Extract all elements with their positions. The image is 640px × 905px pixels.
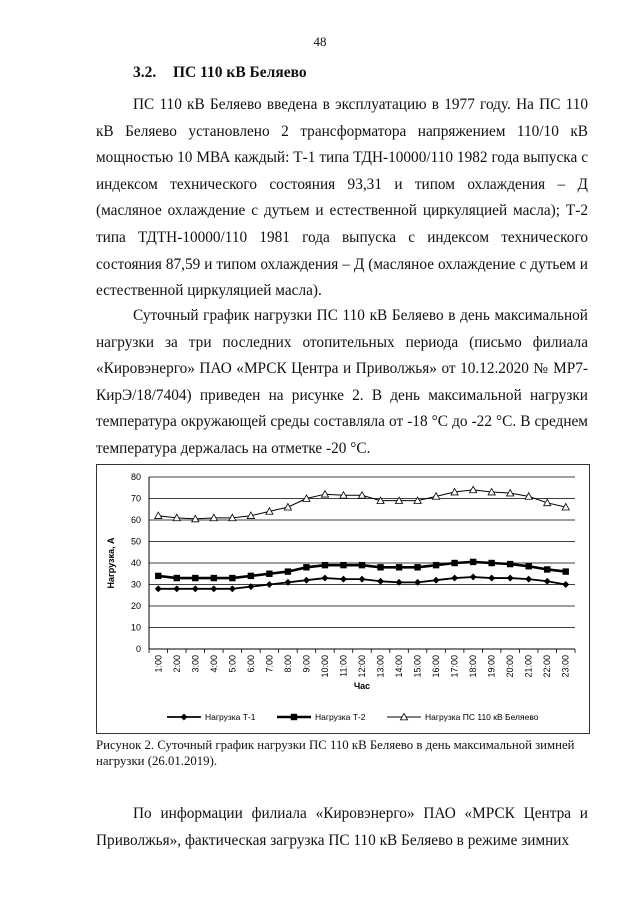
x-tick-label: 3:00 (190, 655, 201, 673)
data-point-t1 (192, 586, 198, 592)
x-tick-label: 18:00 (468, 655, 479, 678)
x-tick-label: 1:00 (153, 655, 164, 673)
figure-caption: Рисунок 2. Суточный график нагрузки ПС 110 кВ Беляево в день максимальной зимней нагрузки (26.01.2019). (96, 738, 575, 768)
data-point-t1 (563, 581, 569, 587)
data-point-t1 (507, 575, 513, 581)
data-point-t1 (451, 575, 457, 581)
data-point-t2 (507, 561, 513, 567)
section-title: ПС 110 кВ Беляево (173, 64, 307, 81)
x-tick-label: 10:00 (319, 655, 330, 678)
y-axis-title: Нагрузка, А (106, 537, 116, 589)
data-point-total (470, 486, 477, 492)
x-tick-label: 8:00 (282, 655, 293, 673)
data-point-t1 (211, 586, 217, 592)
data-point-t1 (470, 574, 476, 580)
data-point-t2 (470, 559, 476, 565)
x-tick-label: 19:00 (486, 655, 497, 678)
load-chart-svg (97, 465, 591, 735)
data-point-t1 (322, 575, 328, 581)
legend-item-t1-label: Нагрузка Т-1 (205, 712, 256, 722)
page-number: 48 (313, 34, 327, 49)
data-point-t2 (266, 571, 272, 577)
x-tick-label: 9:00 (301, 655, 312, 673)
data-point-t1 (229, 586, 235, 592)
data-point-t1 (433, 577, 439, 583)
x-tick-label: 6:00 (245, 655, 256, 673)
data-point-t2 (451, 560, 457, 566)
data-point-t2 (285, 568, 291, 574)
data-point-t2 (359, 562, 365, 568)
y-tick-label: 10 (130, 622, 141, 633)
section-heading (133, 64, 307, 82)
x-tick-label: 7:00 (264, 655, 275, 673)
data-point-t1 (377, 578, 383, 584)
y-tick-label: 60 (130, 515, 141, 525)
section-number: 3.2. (133, 64, 157, 81)
y-tick-label: 80 (130, 472, 141, 482)
data-point-t2 (229, 575, 235, 581)
data-point-t2 (192, 575, 198, 581)
data-point-t2 (433, 562, 439, 568)
data-point-t1 (525, 576, 531, 582)
data-point-t1 (488, 575, 494, 581)
data-point-t2 (488, 560, 494, 566)
data-point-t2 (322, 562, 328, 568)
data-point-t1 (340, 576, 346, 582)
data-point-t1 (544, 578, 550, 584)
data-point-t1 (155, 586, 161, 592)
x-tick-label: 11:00 (338, 655, 349, 677)
paragraph-actual-load: По информации филиала «Кировэнерго» ПАО «МРСК Центра и Приволжья», фактическая загрузка ПС 110 кВ Беляево в режиме зимних (96, 805, 588, 849)
data-point-t1 (303, 577, 309, 583)
y-tick-label: 70 (130, 493, 141, 504)
x-axis-title: Час (353, 681, 371, 691)
data-point-t2 (155, 573, 161, 579)
data-point-t1 (359, 576, 365, 582)
x-tick-label: 2:00 (171, 655, 182, 673)
y-tick-label: 40 (130, 558, 141, 568)
data-point-t2 (414, 564, 420, 570)
x-tick-label: 22:00 (542, 655, 553, 678)
legend-item-total-label: Нагрузка ПС 110 кВ Беляево (425, 712, 539, 722)
data-point-total (321, 491, 328, 497)
data-point-t2 (174, 575, 180, 581)
data-point-t2 (340, 562, 346, 568)
x-tick-label: 23:00 (560, 655, 571, 678)
x-tick-label: 5:00 (227, 655, 238, 673)
data-point-t2 (377, 564, 383, 570)
y-tick-label: 20 (130, 601, 141, 611)
data-point-t2 (303, 564, 309, 570)
data-point-t2 (396, 564, 402, 570)
paragraph-transformers: ПС 110 кВ Беляево введена в эксплуатацию в 1977 году. На ПС 110 кВ Беляево установлено 2 трансформатора напряжением 110/10 кВ мощностью 10 МВА каждый: Т-1 типа ТДН-10000/110 1982 года выпуска с индексом технического состояния 93,31 и типом охлаждения – Д (масляное охлаждение с дутьем и естественной циркуляцией масла); Т-2 типа ТДТН-10000/110 1981 года выпуска с индексом технического состояния 87,59 и типом охлаждения – Д (масляное охлаждение с дутьем и естественной циркуляцией масла). (96, 96, 588, 300)
legend-item-t2-label: Нагрузка Т-2 (315, 712, 366, 722)
x-tick-label: 17:00 (449, 655, 460, 678)
data-point-t2 (211, 575, 217, 581)
x-tick-label: 14:00 (394, 655, 405, 678)
x-tick-label: 12:00 (357, 655, 367, 678)
y-tick-label: 50 (130, 536, 141, 547)
x-tick-label: 20:00 (505, 655, 516, 678)
data-point-t2 (248, 573, 254, 579)
x-tick-label: 16:00 (431, 655, 442, 678)
x-tick-label: 4:00 (208, 655, 219, 673)
data-point-t2 (544, 566, 550, 572)
x-tick-label: 15:00 (412, 655, 423, 678)
data-point-t1 (174, 586, 180, 592)
y-tick-label: 30 (130, 579, 141, 590)
x-tick-label: 13:00 (375, 655, 386, 678)
x-tick-label: 21:00 (523, 655, 534, 678)
data-point-t2 (563, 568, 569, 574)
data-point-total (284, 504, 291, 510)
data-point-t1 (266, 581, 272, 587)
load-chart (96, 464, 590, 734)
data-point-t1 (181, 714, 187, 720)
y-tick-label: 0 (135, 644, 141, 654)
data-point-total (155, 512, 162, 518)
data-point-t2 (525, 563, 531, 569)
data-point-t2 (291, 714, 297, 720)
paragraph-load-schedule: Суточный график нагрузки ПС 110 кВ Беляево в день максимальной нагрузки за три последних отопительных периода (письмо филиала «Кировэнерго» ПАО «МРСК Центра и Приволжья» от 10.12.2020 № МР7-КирЭ/18/7404) приведен на рисунке 2. В день максимальной нагрузки температура окружающей среды составляла от -18 °С до -22 °С. В среднем температура держалась на отметке -20 °С. (96, 307, 588, 457)
